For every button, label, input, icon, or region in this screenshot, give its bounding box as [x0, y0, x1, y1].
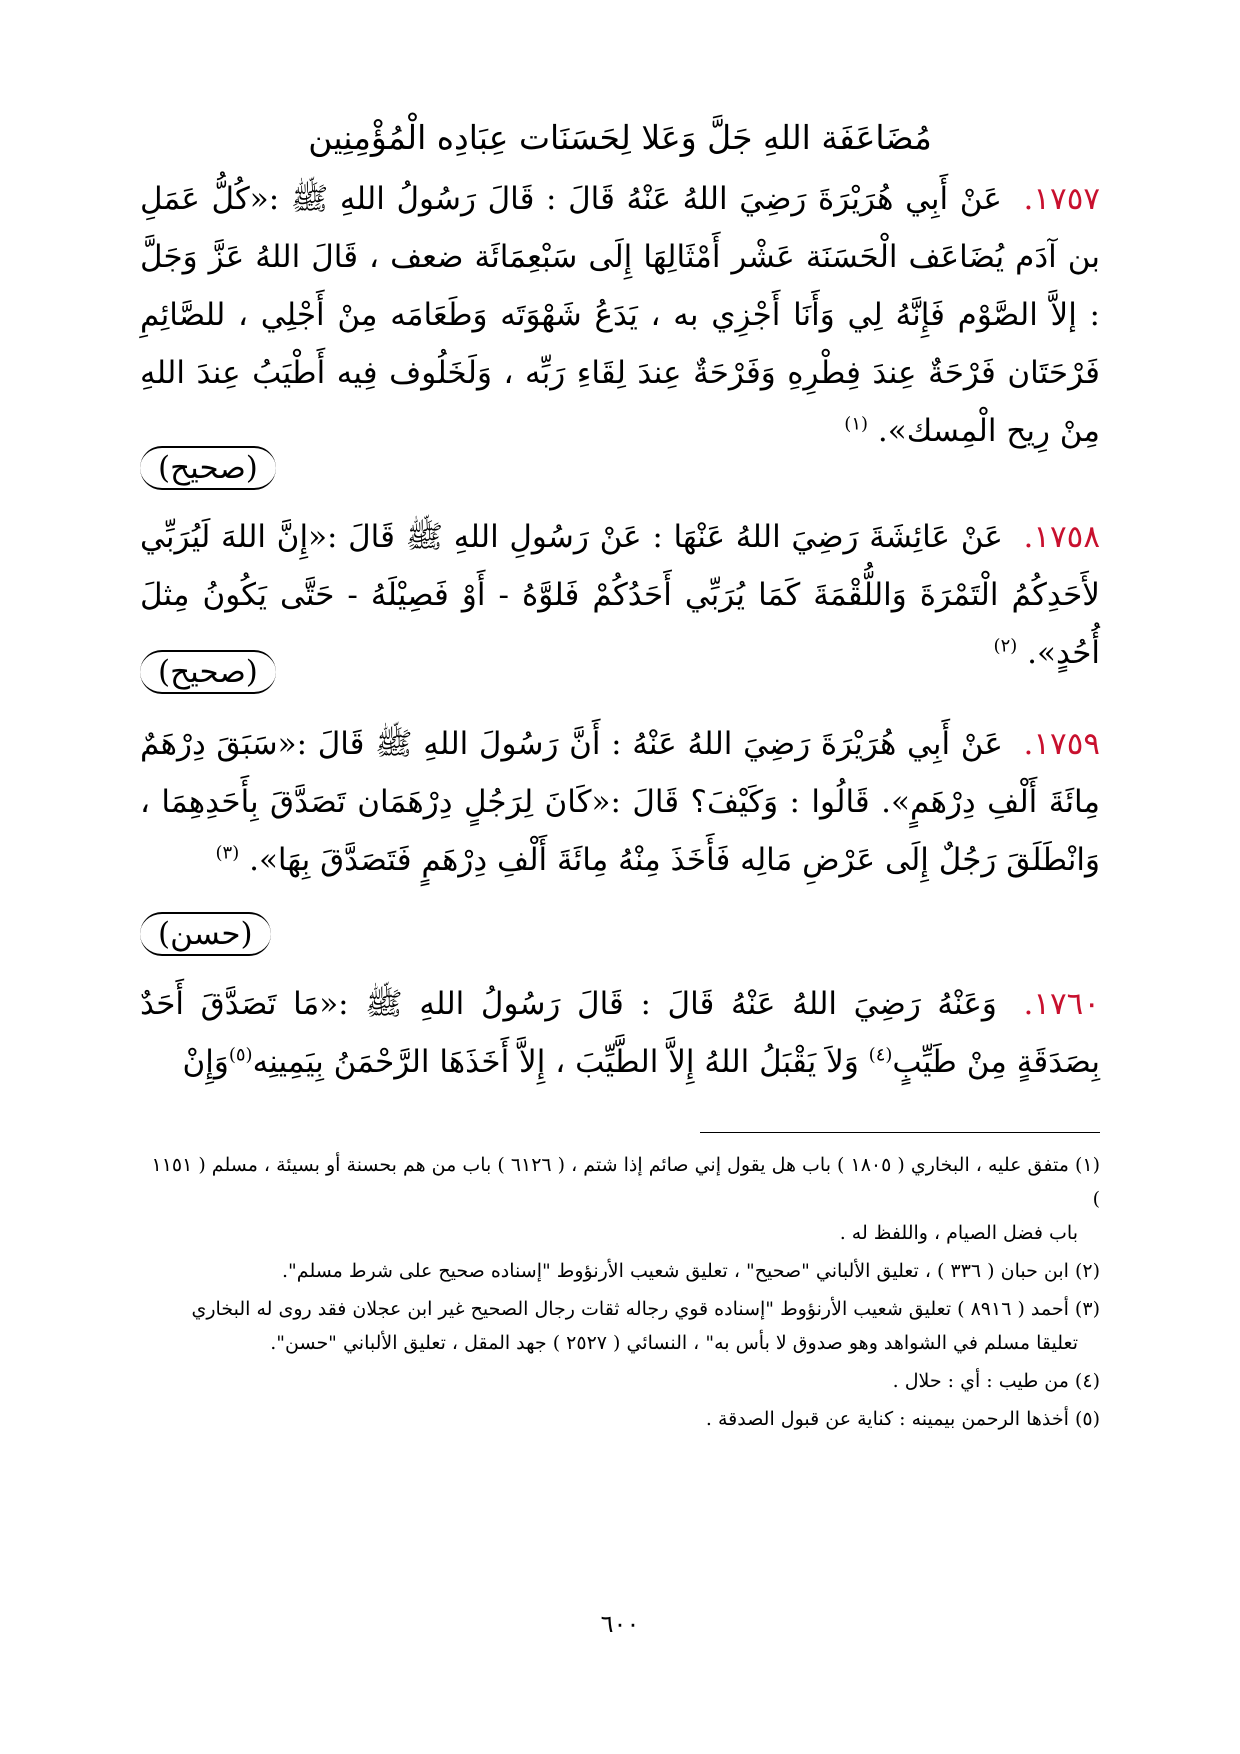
grade-badge: (صحيح)	[140, 446, 276, 490]
footnote-ref[interactable]: (٢)	[993, 635, 1018, 657]
footnote-line: تعليقا مسلم في الشواهد وهو صدوق لا بأس به" ، النسائي ( ٢٥٢٧ ) جهد المقل ، تعليق الألباني "حسن".	[270, 1332, 1078, 1354]
hadith-1759	[140, 715, 1100, 955]
footnote-line: (٢) ابن حبان ( ٣٣٦ ) ، تعليق الألباني "صحيح" ، تعليق شعيب الأرنؤوط "إسناده صحيح على شرط مسلم".	[282, 1260, 1100, 1282]
footnote-line: (٥) أخذها الرحمن بيمينه : كناية عن قبول الصدقة .	[705, 1408, 1100, 1430]
page-number: ٦٠٠	[600, 1610, 640, 1638]
hadith-1757	[140, 170, 1100, 470]
hadith-text-end: وَإِنْ	[182, 1044, 229, 1080]
footnote-ref[interactable]: (٣)	[215, 842, 240, 864]
hadith-number: ١٧٦٠.	[1023, 986, 1100, 1022]
footnote-4	[140, 1364, 1100, 1398]
hadith-text: عَنْ عَائِشَةَ رَضِيَ اللهُ عَنْهَا : عَنْ رَسُولِ اللهِ ﷺ قَالَ :«إِنَّ اللهَ لَيُرَبِّي لأَحَدِكُمُ الْتَمْرَةَ وَاللُّقْمَةَ كَمَا يُرَبِّي أَحَدُكُمْ فَلوَّهُ - أَوْ فَصِيْلَهُ - حَتَّى يَكُونُ مِثلَ أُحُدٍ».	[140, 519, 1100, 671]
chapter-title: مُضَاعَفَة اللهِ جَلَّ وَعَلا لِحَسَنَات عِبَادِه الْمُؤْمِنِين	[308, 118, 932, 157]
footnote-3	[140, 1292, 1100, 1360]
book-page	[140, 0, 1100, 1754]
footnote-ref[interactable]: (٥)	[228, 1044, 253, 1066]
footnotes	[140, 1148, 1100, 1440]
footnote-5	[140, 1402, 1100, 1436]
hadith-text: وَعَنْهُ رَضِيَ اللهُ عَنْهُ قَالَ : قَالَ رَسُولُ اللهِ ﷺ :«مَا تَصَدَّقَ أَحَدٌ بِصَدَقَةٍ مِنْ طَيِّبٍ	[140, 986, 1100, 1080]
footnote-line: (٤) من طيب : أي : حلال .	[892, 1370, 1100, 1392]
footnote-line: (١) متفق عليه ، البخاري ( ١٨٠٥ ) باب هل يقول إني صائم إذا شتم ، ( ٦١٢٦ ) باب من هم بحسنة أو بسيئة ، مسلم ( ١١٥١ )	[151, 1154, 1100, 1210]
footnote-1	[140, 1148, 1100, 1250]
hadith-1758	[140, 508, 1100, 688]
footnote-line: (٣) أحمد ( ٨٩١٦ ) تعليق شعيب الأرنؤوط "إسناده قوي رجاله ثقات رجال الصحيح غير ابن عجلان فقد روى له البخاري	[191, 1298, 1100, 1320]
footnote-2	[140, 1254, 1100, 1288]
footnote-ref[interactable]: (٤)	[868, 1044, 893, 1066]
footnote-ref[interactable]: (١)	[844, 413, 869, 435]
hadith-number: ١٧٥٨.	[1023, 519, 1100, 555]
footnote-divider	[700, 1132, 1100, 1133]
hadith-number: ١٧٥٩.	[1023, 726, 1100, 762]
footnote-line: باب فضل الصيام ، واللفظ له .	[839, 1222, 1078, 1244]
hadith-number: ١٧٥٧.	[1023, 181, 1100, 217]
hadith-text-continued: وَلاَ يَقْبَلُ اللهُ إِلاَّ الطَّيِّبَ ، إِلاَّ أَخَذَهَا الرَّحْمَنُ بِيَمِينِه	[252, 1044, 869, 1080]
grade-badge: (حسن)	[140, 912, 271, 956]
hadith-1760	[140, 975, 1100, 1095]
hadith-text: عَنْ أَبِي هُرَيْرَةَ رَضِيَ اللهُ عَنْهُ : أَنَّ رَسُولَ اللهِ ﷺ قَالَ :«سَبَقَ دِرْهَمٌ مِائَةَ أَلْفِ دِرْهَمٍ». قَالُوا : وَكَيْفَ؟ قَالَ :«كَانَ لِرَجُلٍ دِرْهَمَان تَصَدَّقَ بِأَحَدِهِمَا ، وَانْطَلَقَ رَجُلٌ إِلَى عَرْضِ مَالِه فَأَخَذَ مِنْهُ مِائَةَ أَلْفِ دِرْهَمٍ فَتَصَدَّقَ بِهَا».	[140, 726, 1100, 878]
hadith-text: عَنْ أَبِي هُرَيْرَةَ رَضِيَ اللهُ عَنْهُ قَالَ : قَالَ رَسُولُ اللهِ ﷺ :«كُلُّ عَمَلِ بن آدَم يُضَاعَف الْحَسَنَة عَشْر أَمْثَالِهَا إِلَى سَبْعِمَائَة ضعف ، قَالَ اللهُ عَزَّ وَجَلَّ : إلاَّ الصَّوْم فَإِنَّهُ لِي وَأَنَا أَجْزِي به ، يَدَعُ شَهْوَتَه وَطَعَامَه مِنْ أَجْلِي ، للصَّائِمِ فَرْحَتَان فَرْحَةٌ عِندَ فِطْرِهِ وَفَرْحَةٌ عِندَ لِقَاءِ رَبِّه ، وَلَخَلُوف فِيه أَطْيَبُ عِندَ اللهِ مِنْ رِيح الْمِسك».	[140, 181, 1100, 449]
grade-badge: (صحيح)	[140, 650, 276, 694]
